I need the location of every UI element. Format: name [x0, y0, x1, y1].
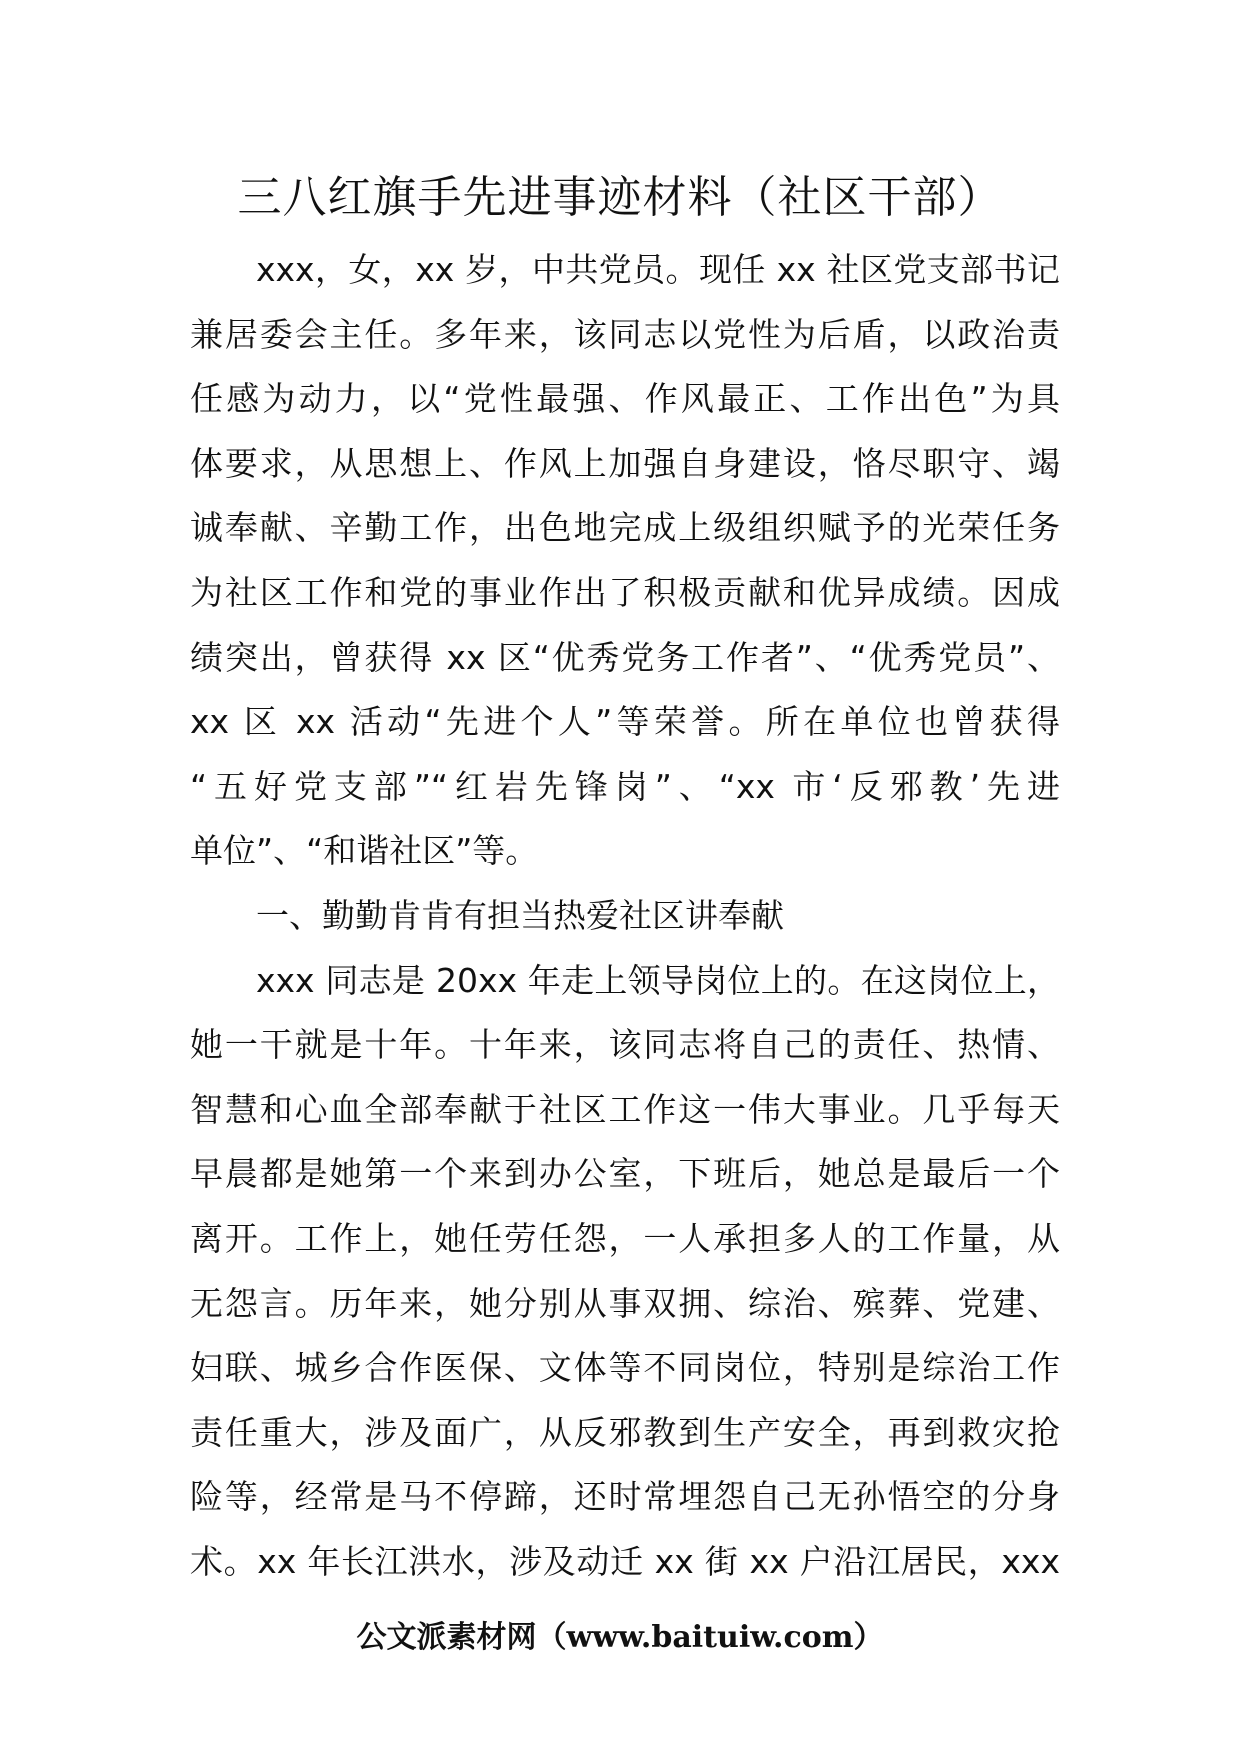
paragraph-line: 为社区工作和党的事业作出了积极贡献和优异成绩。因成	[190, 572, 1060, 612]
paragraph-line: “五好党支部”“红岩先锋岗”、“xx 市‘反邪教’先进	[190, 766, 1060, 806]
paragraph-line: 险等，经常是马不停蹄，还时常埋怨自己无孙悟空的分身	[190, 1477, 1060, 1517]
document-title: 三八红旗手先进事迹材料（社区干部）	[237, 172, 1003, 223]
paragraph-line: xx 区 xx 活动“先进个人”等荣誉。所在单位也曾获得	[190, 702, 1060, 742]
paragraph-line: 诚奉献、辛勤工作，出色地完成上级组织赋予的光荣任务	[190, 508, 1060, 548]
paragraph-line: 体要求，从思想上、作风上加强自身建设，恪尽职守、竭	[190, 443, 1060, 483]
paragraph-line: 她一干就是十年。十年来，该同志将自己的责任、热情、	[190, 1025, 1060, 1065]
document-body	[190, 238, 1060, 1594]
paragraph-line: 责任重大，涉及面广，从反邪教到生产安全，再到救灾抢	[190, 1412, 1060, 1452]
paragraph-line: 兼居委会主任。多年来，该同志以党性为后盾，以政治责	[190, 314, 1060, 354]
paragraph-line: 妇联、城乡合作医保、文体等不同岗位，特别是综治工作	[190, 1348, 1060, 1388]
paragraph-line: 智慧和心血全部奉献于社区工作这一伟大事业。几乎每天	[190, 1089, 1060, 1129]
paragraph-line: 术。xx 年长江洪水，涉及动迁 xx 街 xx 户沿江居民，xxx	[190, 1541, 1060, 1581]
paragraph-line: 绩突出，曾获得 xx 区“优秀党务工作者”、“优秀党员”、	[190, 637, 1060, 677]
paragraph-line: xxx，女，xx 岁，中共党员。现任 xx 社区党支部书记	[256, 250, 1060, 289]
paragraph-line: xxx 同志是 20xx 年走上领导岗位上的。在这岗位上，	[256, 960, 1060, 1000]
paragraph-line: 单位”、“和谐社区”等。	[190, 831, 539, 871]
section-heading: 一、勤勤肯肯有担当热爱社区讲奉献	[256, 895, 784, 935]
paragraph-line: 早晨都是她第一个来到办公室，下班后，她总是最后一个	[190, 1154, 1060, 1194]
footer-watermark: 公文派素材网（www.baituiw.com）	[356, 1620, 884, 1655]
paragraph-line: 离开。工作上，她任劳任怨，一人承担多人的工作量，从	[190, 1218, 1060, 1258]
paragraph-line: 无怨言。历年来，她分别从事双拥、综治、殡葬、党建、	[190, 1283, 1060, 1323]
paragraph-line: 任感为动力，以“党性最强、作风最正、工作出色”为具	[190, 379, 1060, 419]
